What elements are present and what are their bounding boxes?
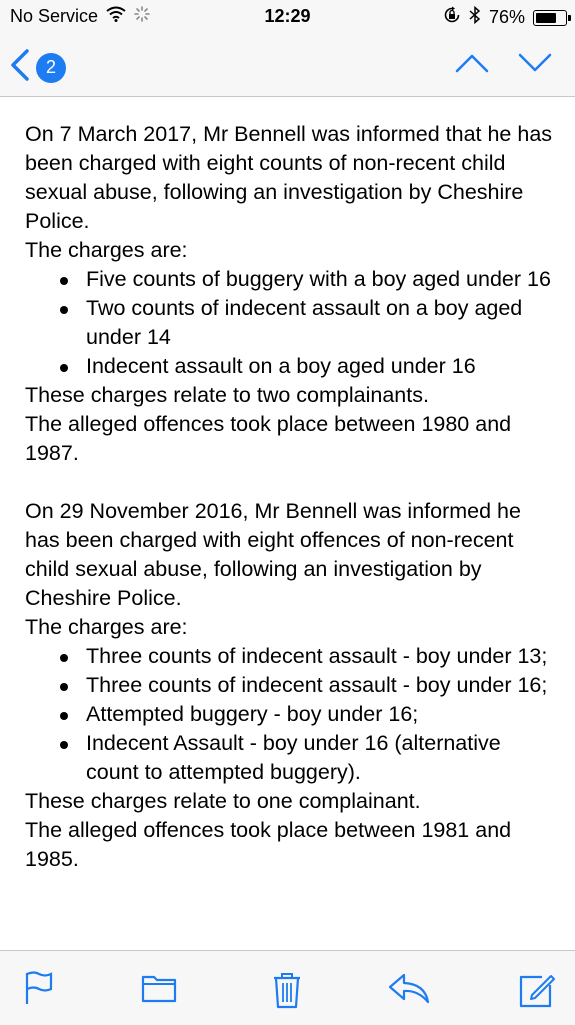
list-item: Two counts of indecent assault on a boy aged under 14 <box>25 294 555 352</box>
list-item: Attempted buggery - boy under 16; <box>25 700 555 729</box>
list-item: Three counts of indecent assault - boy under 16; <box>25 671 555 700</box>
compose-button[interactable] <box>518 971 556 1014</box>
navigation-bar <box>0 34 575 97</box>
rotation-lock-icon <box>443 6 461 29</box>
list-item: Indecent Assault - boy under 16 (alternative count to attempted buggery). <box>25 729 555 787</box>
reply-button[interactable] <box>388 971 430 1010</box>
section2-dates: The alleged offences took place between 1981 and 1985. <box>25 818 512 871</box>
bottom-toolbar <box>0 950 575 1025</box>
chevron-up-icon <box>454 50 490 76</box>
flag-button[interactable] <box>24 971 54 1010</box>
message-body <box>25 120 555 874</box>
unread-count-badge: 2 <box>36 53 66 83</box>
folder-button[interactable] <box>141 971 177 1008</box>
section2-charges-heading: The charges are: <box>25 615 188 639</box>
section2-intro: On 29 November 2016, Mr Bennell was informed he has been charged with eight offences of non-recent child sexual abuse, following an investigation by Cheshire Police. <box>25 499 521 610</box>
battery-percent: 76% <box>488 7 525 27</box>
folder-icon <box>141 971 177 1003</box>
section1-charges-list <box>25 265 555 381</box>
section2-complainants: These charges relate to one complainant. <box>25 789 421 813</box>
list-item: Five counts of buggery with a boy aged under 16 <box>25 265 555 294</box>
section1-charges-heading: The charges are: <box>25 238 188 262</box>
trash-button[interactable] <box>272 971 302 1014</box>
battery-fill <box>536 13 556 23</box>
next-message-button[interactable] <box>517 50 553 81</box>
clock: 12:29 <box>264 6 311 26</box>
bluetooth-icon <box>469 6 481 29</box>
chevron-left-icon <box>10 48 30 87</box>
carrier-label: No Service <box>10 6 99 26</box>
chevron-down-icon <box>517 50 553 76</box>
section1-intro: On 7 March 2017, Mr Bennell was informed that he has been charged with eight counts of non-recent child sexual abuse, following an investigation by Cheshire Police. <box>25 122 553 233</box>
list-item: Indecent assault on a boy aged under 16 <box>25 352 555 381</box>
status-right <box>443 6 567 29</box>
trash-icon <box>272 971 302 1009</box>
battery-icon <box>533 10 567 26</box>
flag-icon <box>24 971 54 1005</box>
previous-message-button[interactable] <box>454 50 490 81</box>
section1-dates: The alleged offences took place between 1980 and 1987. <box>25 412 512 465</box>
paragraph-gap <box>25 468 555 497</box>
back-button[interactable] <box>10 48 66 87</box>
status-bar <box>0 0 575 34</box>
compose-icon <box>518 971 556 1009</box>
reply-icon <box>388 971 430 1005</box>
section1-complainants: These charges relate to two complainants. <box>25 383 429 407</box>
list-item: Three counts of indecent assault - boy under 13; <box>25 642 555 671</box>
section2-charges-list <box>25 642 555 787</box>
